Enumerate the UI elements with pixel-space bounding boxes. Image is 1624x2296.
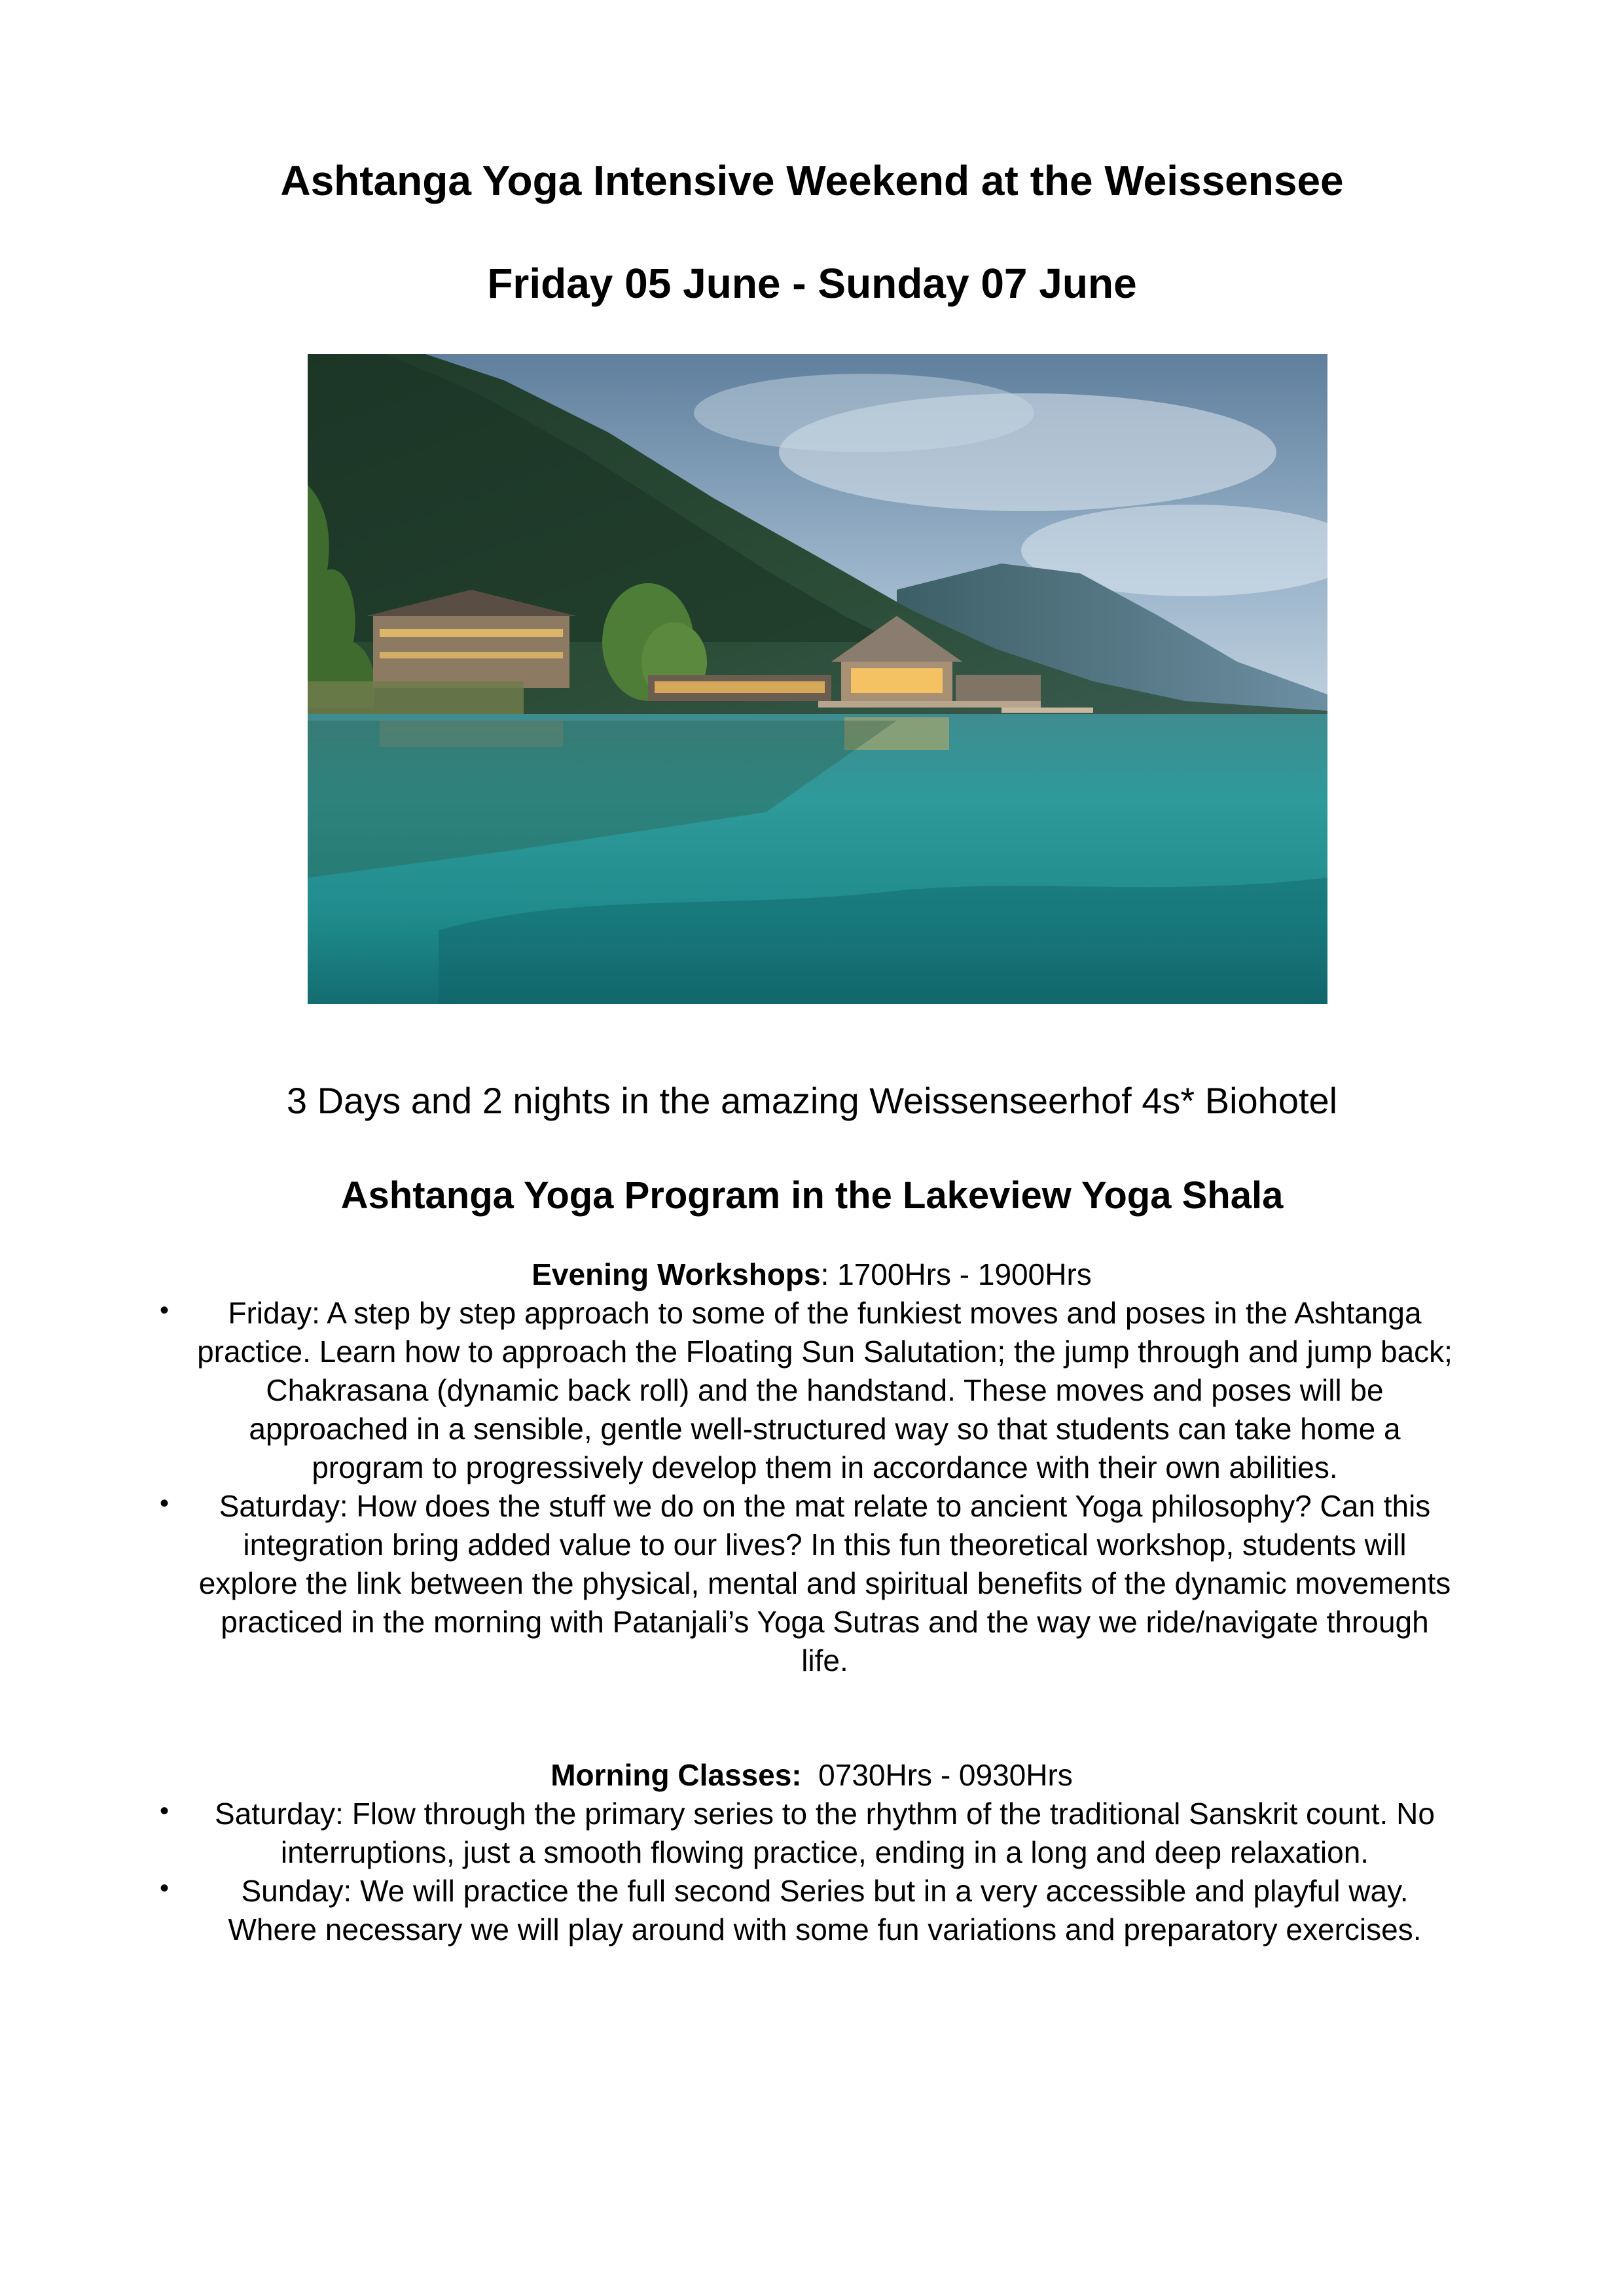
stay-description: 3 Days and 2 nights in the amazing Weissenseerhof 4s* Biohotel	[286, 1080, 1338, 1121]
bullet-icon: •	[160, 1797, 170, 1825]
lake-hotel-photo	[308, 354, 1327, 1004]
morning-item-sunday: Sunday: We will practice the full second Series but in a very accessible and playful way. Where necessary we will play around with some fun variations and preparatory exercises.	[228, 1874, 1422, 1946]
list-item	[157, 1795, 1466, 1872]
list-item	[157, 1487, 1466, 1680]
bullet-icon: •	[160, 1296, 170, 1325]
list-item	[157, 1872, 1466, 1949]
list-item	[157, 1294, 1466, 1487]
evening-item-saturday: Saturday: How does the stuff we do on the mat relate to ancient Yoga philosophy? Can this integration bring added value to our lives? In this fun theoretical workshop, students will explore the link between the physical, mental and spiritual benefits of the dynamic movements practiced in the morning with Patanjali’s Yoga Sutras and the way we ride/navigate through life.	[198, 1489, 1451, 1677]
event-dates: Friday 05 June - Sunday 07 June	[487, 260, 1137, 307]
morning-classes-section	[157, 1756, 1466, 1949]
page-title: Ashtanga Yoga Intensive Weekend at the Weissensee	[280, 157, 1344, 204]
morning-classes-time: 0730Hrs - 0930Hrs	[801, 1758, 1073, 1792]
evening-workshops-time: : 1700Hrs - 1900Hrs	[820, 1257, 1092, 1291]
program-heading: Ashtanga Yoga Program in the Lakeview Yoga Shala	[340, 1174, 1284, 1217]
bullet-icon: •	[160, 1874, 170, 1903]
bullet-icon: •	[160, 1489, 170, 1518]
evening-workshops-label: Evening Workshops	[532, 1257, 821, 1291]
evening-workshops-heading	[157, 1255, 1466, 1294]
morning-classes-label: Morning Classes:	[550, 1758, 802, 1792]
evening-workshops-section	[157, 1255, 1466, 1680]
morning-item-saturday: Saturday: Flow through the primary series to the rhythm of the traditional Sanskrit count. No interruptions, just a smooth flowing practice, ending in a long and deep relaxation.	[215, 1797, 1435, 1869]
morning-classes-heading	[157, 1756, 1466, 1795]
evening-item-friday: Friday: A step by step approach to some of the funkiest moves and poses in the Ashtanga practice. Learn how to approach the Floating Sun Salutation; the jump through and jump back; Chakrasana (dynamic back roll) and the handstand. These moves and poses will be approached in a sensible, gentle well-structured way so that students can take home a program to progressively develop them in accordance with their own abilities.	[197, 1296, 1453, 1484]
